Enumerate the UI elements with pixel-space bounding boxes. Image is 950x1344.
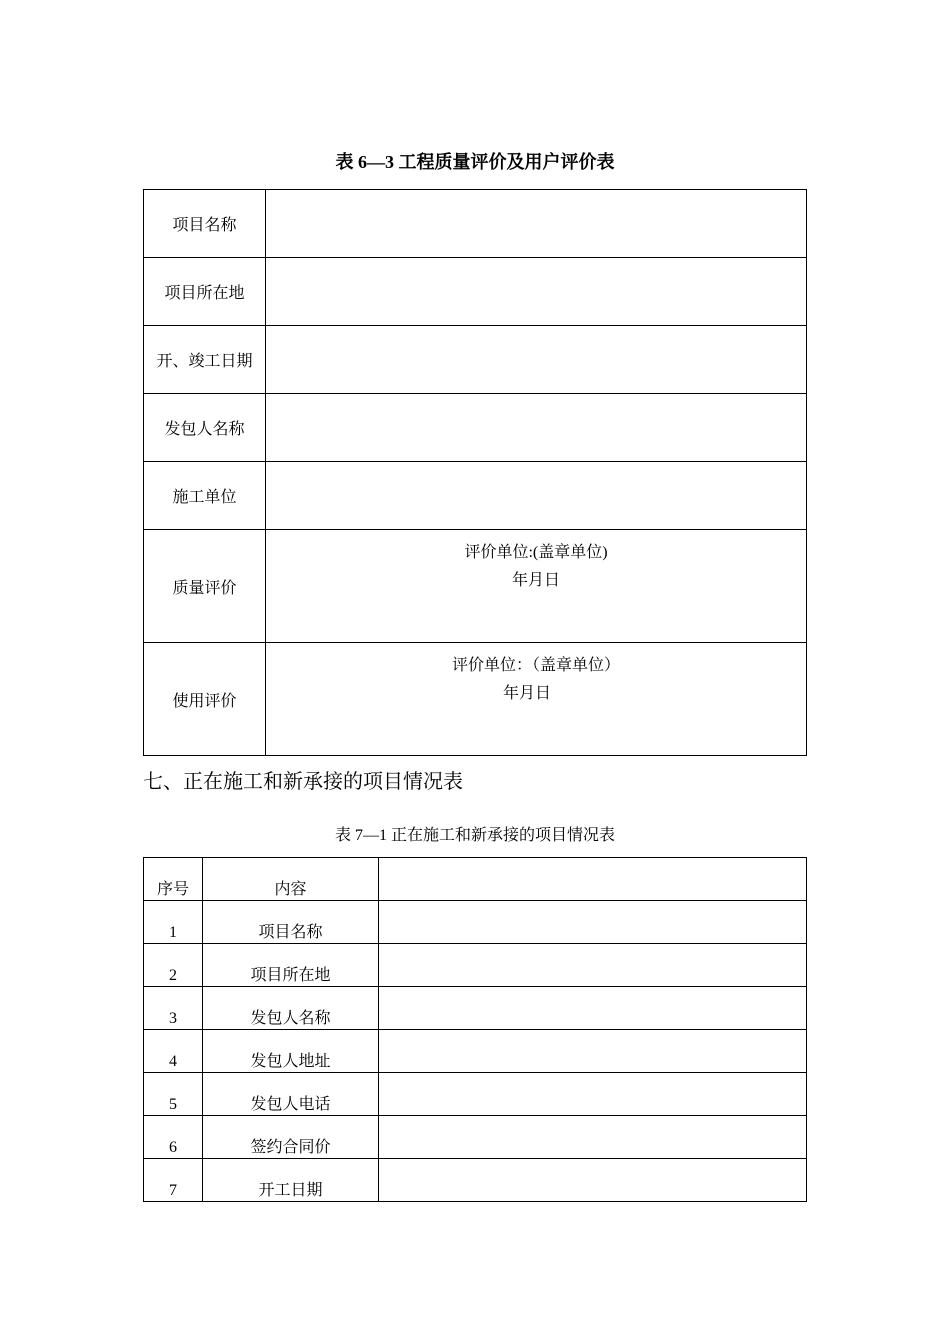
table-row: [144, 394, 807, 462]
value-cell[interactable]: [266, 190, 807, 258]
row-no: 4: [144, 1030, 203, 1073]
table-row: [144, 1030, 807, 1073]
row-label: 质量评价: [144, 530, 266, 643]
table-row: [144, 326, 807, 394]
value-cell[interactable]: [379, 944, 807, 987]
table-row: [144, 987, 807, 1030]
table-row-quality: [144, 530, 807, 643]
row-label: 使用评价: [144, 643, 266, 756]
table-row: [144, 1073, 807, 1116]
date-text: 年月日: [511, 572, 560, 589]
quality-eval-cell[interactable]: [266, 530, 807, 643]
row-no: 1: [144, 901, 203, 944]
date-text: 年月日: [502, 685, 551, 702]
row-no: 7: [144, 1159, 203, 1202]
value-cell[interactable]: [266, 258, 807, 326]
table-row: [144, 1116, 807, 1159]
table-row: [144, 944, 807, 987]
value-cell[interactable]: [266, 394, 807, 462]
value-cell[interactable]: [379, 1116, 807, 1159]
section-heading: 七、正在施工和新承接的项目情况表: [143, 769, 463, 793]
table-row: [144, 901, 807, 944]
table-7-1-title: 表 7—1 正在施工和新承接的项目情况表: [334, 827, 615, 844]
table-6-3-title: 表 6—3 工程质量评价及用户评价表: [335, 152, 615, 172]
table-row: [144, 1159, 807, 1202]
value-cell[interactable]: [379, 1073, 807, 1116]
table-row-usage: [144, 643, 807, 756]
quality-evaluation-table: [143, 189, 807, 756]
row-label: 发包人名称: [144, 394, 266, 462]
header-no: 序号: [144, 858, 203, 901]
evaluator-unit-text: 评价单位：（盖章单位）: [451, 657, 620, 674]
value-cell[interactable]: [266, 326, 807, 394]
row-no: 6: [144, 1116, 203, 1159]
table-row: [144, 258, 807, 326]
value-cell[interactable]: [379, 858, 807, 901]
row-no: 5: [144, 1073, 203, 1116]
row-content: 发包人名称: [203, 987, 379, 1030]
row-content: 开工日期: [203, 1159, 379, 1202]
row-content: 发包人电话: [203, 1073, 379, 1116]
value-cell[interactable]: [379, 901, 807, 944]
row-content: 项目所在地: [203, 944, 379, 987]
value-cell[interactable]: [379, 1159, 807, 1202]
row-label: 施工单位: [144, 462, 266, 530]
row-label: 项目所在地: [144, 258, 266, 326]
usage-eval-cell[interactable]: [266, 643, 807, 756]
row-label: 项目名称: [144, 190, 266, 258]
row-content: 签约合同价: [203, 1116, 379, 1159]
table-row: [144, 462, 807, 530]
evaluator-unit-text: 评价单位:(盖章单位): [464, 544, 608, 561]
row-no: 2: [144, 944, 203, 987]
row-no: 3: [144, 987, 203, 1030]
row-content: 项目名称: [203, 901, 379, 944]
table-header-row: [144, 858, 807, 901]
row-content: 发包人地址: [203, 1030, 379, 1073]
row-label: 开、竣工日期: [144, 326, 266, 394]
value-cell[interactable]: [379, 1030, 807, 1073]
header-content: 内容: [203, 858, 379, 901]
value-cell[interactable]: [266, 462, 807, 530]
value-cell[interactable]: [379, 987, 807, 1030]
table-row: [144, 190, 807, 258]
ongoing-projects-table: [143, 857, 807, 1202]
